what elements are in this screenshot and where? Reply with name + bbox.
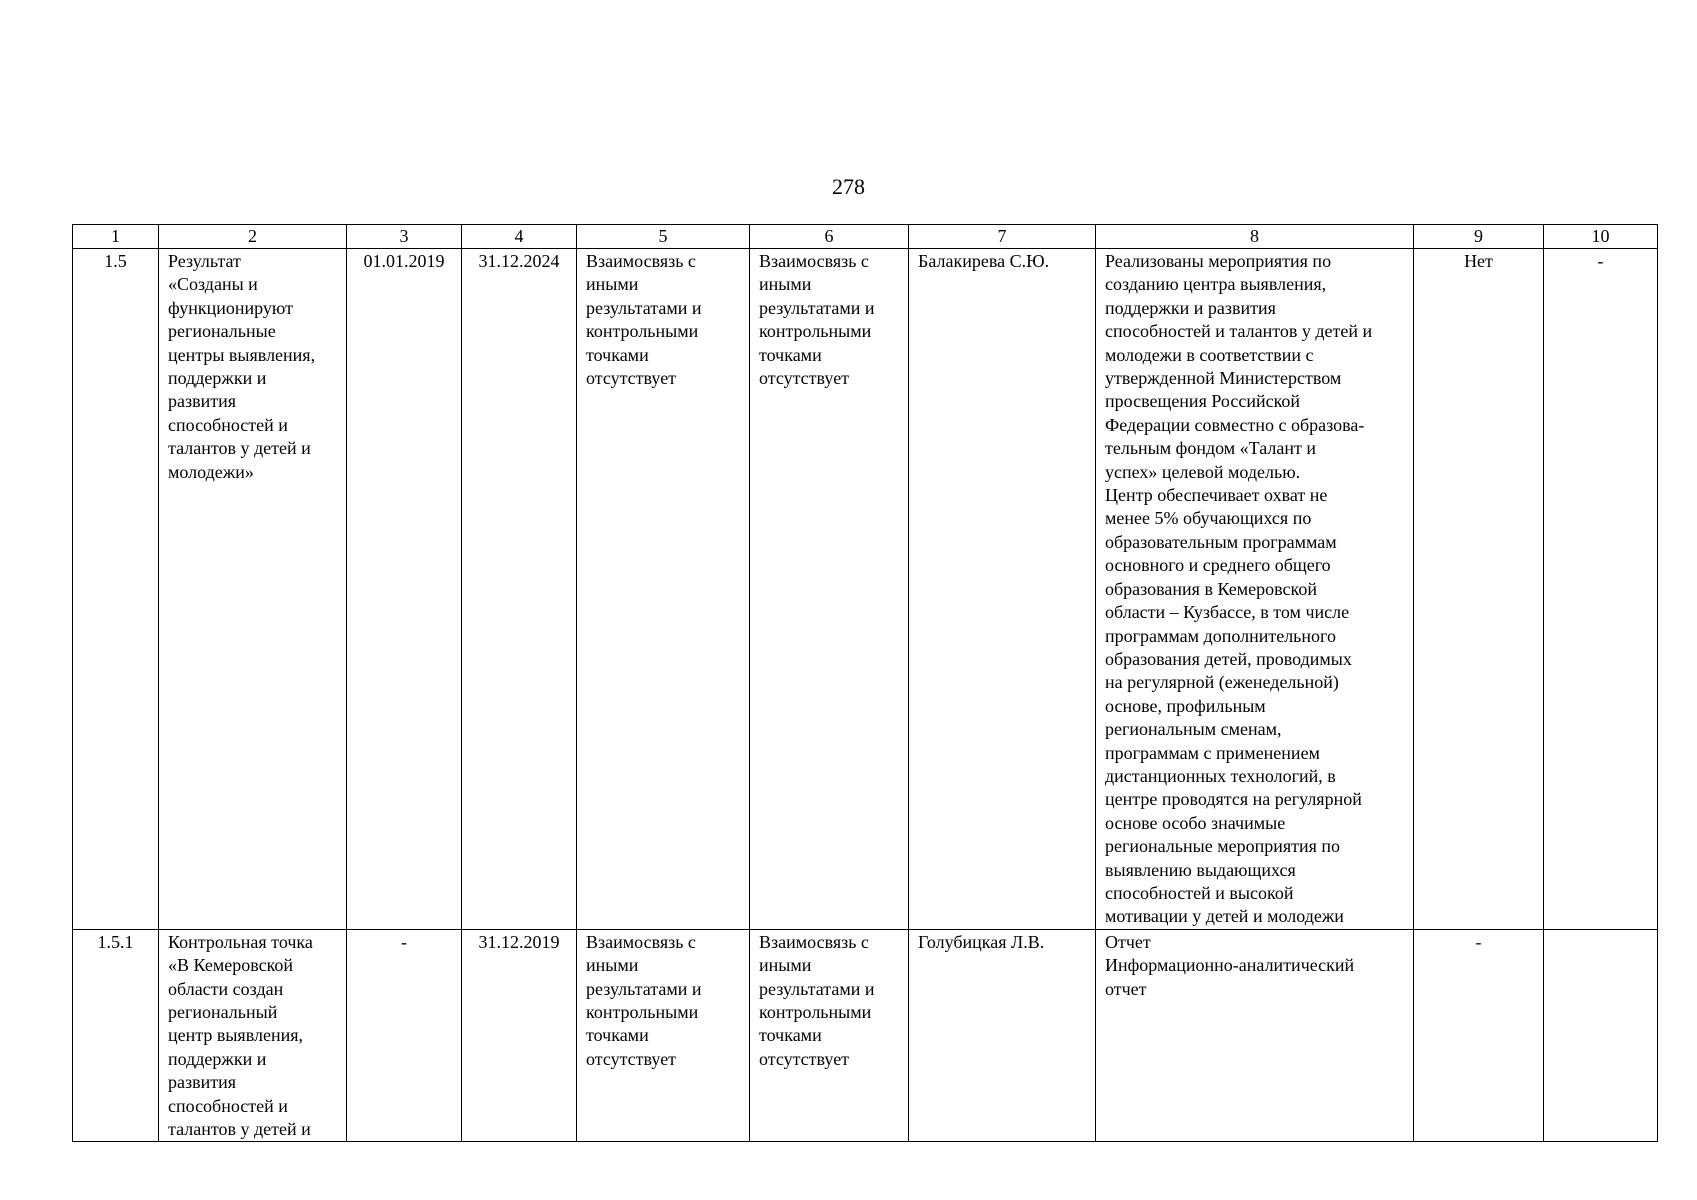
table-row (73, 249, 1658, 930)
column-number: 8 (1096, 225, 1414, 249)
responsible-cell: Балакирева С.Ю. (909, 249, 1096, 930)
column-9-cell: Нет (1414, 249, 1544, 930)
column-number: 3 (347, 225, 462, 249)
column-number-row (73, 225, 1658, 249)
start-date-cell: 01.01.2019 (347, 249, 462, 930)
column-number: 6 (750, 225, 909, 249)
description-cell: Реализованы мероприятия по созданию центра выявления, поддержки и развития способностей и талантов у детей и молодежи в соответствии с утвержденной Министерством просвещения Российской Федерации совместно с образова- тельным фондом «Талант и успех» целевой моделью. Центр обеспечивает охват не менее 5% обучающихся по образовательным программам основного и среднего общего образования в Кемеровской области – Кузбассе, в том числе программам дополнительного образования детей, проводимых на регулярной (еженедельной) основе, профильным региональным сменам, программам с применением дистанционных технологий, в центре проводятся на регулярной основе особо значимые региональные мероприятия по выявлению выдающихся способностей и высокой мотивации у детей и молодежи (1096, 249, 1414, 930)
relation-cell: Взаимосвязь с иными результатами и контрольными точками отсутствует (577, 249, 750, 930)
relation-cell: Взаимосвязь с иными результатами и контрольными точками отсутствует (750, 929, 909, 1142)
column-number: 10 (1544, 225, 1658, 249)
column-10-cell (1544, 929, 1658, 1142)
column-number: 2 (159, 225, 347, 249)
column-number: 9 (1414, 225, 1544, 249)
page-number: 278 (832, 174, 865, 199)
column-10-cell: - (1544, 249, 1658, 930)
item-name-cell: Результат «Созданы и функционируют региональные центры выявления, поддержки и развития способностей и талантов у детей и молодежи» (159, 249, 347, 930)
item-number-cell: 1.5.1 (73, 929, 159, 1142)
item-number-cell: 1.5 (73, 249, 159, 930)
item-name-cell: Контрольная точка «В Кемеровской области создан региональный центр выявления, поддержки и развития способностей и талантов у детей и (159, 929, 347, 1142)
relation-cell: Взаимосвязь с иными результатами и контрольными точками отсутствует (577, 929, 750, 1142)
column-number: 1 (73, 225, 159, 249)
column-number: 5 (577, 225, 750, 249)
end-date-cell: 31.12.2019 (462, 929, 577, 1142)
plan-table (72, 224, 1658, 1142)
column-9-cell: - (1414, 929, 1544, 1142)
relation-cell: Взаимосвязь с иными результатами и контрольными точками отсутствует (750, 249, 909, 930)
column-number: 7 (909, 225, 1096, 249)
start-date-cell: - (347, 929, 462, 1142)
responsible-cell: Голубицкая Л.В. (909, 929, 1096, 1142)
table-row (73, 929, 1658, 1142)
end-date-cell: 31.12.2024 (462, 249, 577, 930)
description-cell: Отчет Информационно-аналитический отчет (1096, 929, 1414, 1142)
column-number: 4 (462, 225, 577, 249)
